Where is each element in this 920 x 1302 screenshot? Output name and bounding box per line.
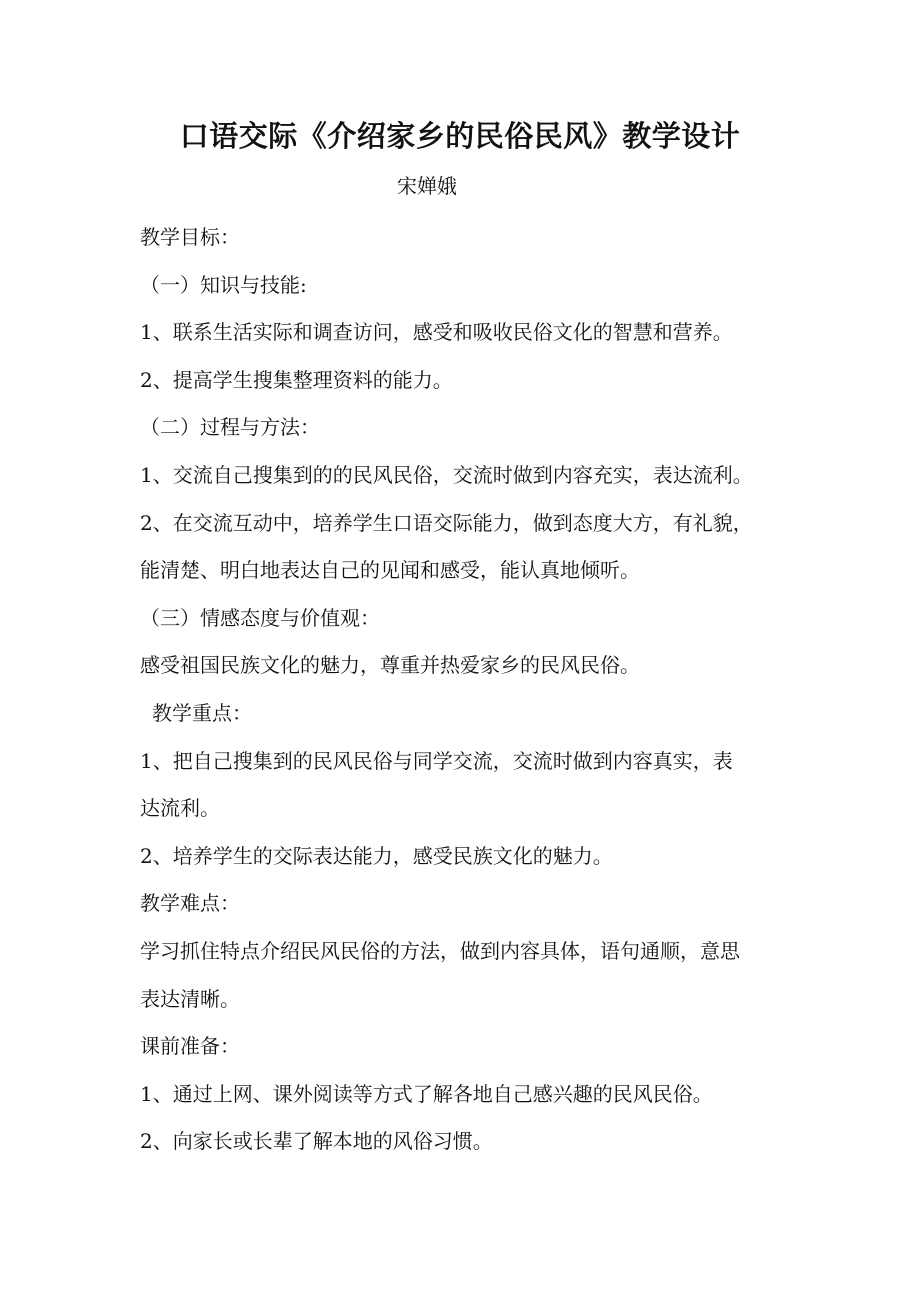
author-name: 宋婵娥	[397, 174, 457, 198]
emotion-item: 感受祖国民族文化的魅力，尊重并热爱家乡的民风民俗。	[140, 653, 640, 678]
preparation-item-1: 1、通过上网、课外阅读等方式了解各地自己感兴趣的民风民俗。	[140, 1081, 713, 1106]
section-heading-preparation: 课前准备：	[140, 1034, 240, 1059]
section-heading-teaching-goals: 教学目标：	[140, 225, 240, 249]
goal-item-2: 2、提高学生搜集整理资料的能力。	[140, 367, 453, 392]
subsection-knowledge-skills: （一）知识与技能:	[140, 272, 307, 297]
subsection-process-methods: （二）过程与方法：	[140, 415, 320, 440]
process-item-1: 1、交流自己搜集到的的民风民俗，交流时做到内容充实，表达流利。	[140, 462, 753, 487]
key-point-item-2: 2、培养学生的交际表达能力，感受民族文化的魅力。	[140, 843, 613, 868]
key-point-item-1: 1、把自己搜集到的民风民俗与同学交流，交流时做到内容真实，表	[140, 748, 733, 773]
process-item-2: 2、在交流互动中，培养学生口语交际能力，做到态度大方，有礼貌，	[140, 510, 753, 535]
process-item-2-continued: 能清楚、明白地表达自己的见闻和感受，能认真地倾听。	[140, 558, 640, 583]
difficulty-item: 学习抓住特点介绍民风民俗的方法，做到内容具体，语句通顺，意思	[140, 938, 740, 963]
document-title: 口语交际《介绍家乡的民俗民风》教学设计	[179, 119, 741, 153]
document-body	[140, 214, 790, 1166]
preparation-item-2: 2、向家长或长辈了解本地的风俗习惯。	[140, 1129, 493, 1154]
goal-item-1: 1、联系生活实际和调查访问，感受和吸收民俗文化的智慧和营养。	[140, 320, 733, 345]
section-heading-key-points: 教学重点：	[152, 700, 252, 725]
difficulty-item-continued: 表达清晰。	[140, 986, 240, 1011]
subsection-emotion-values: （三）情感态度与价值观：	[140, 605, 380, 630]
key-point-item-1-continued: 达流利。	[140, 796, 220, 821]
section-heading-difficulties: 教学难点：	[140, 891, 240, 916]
